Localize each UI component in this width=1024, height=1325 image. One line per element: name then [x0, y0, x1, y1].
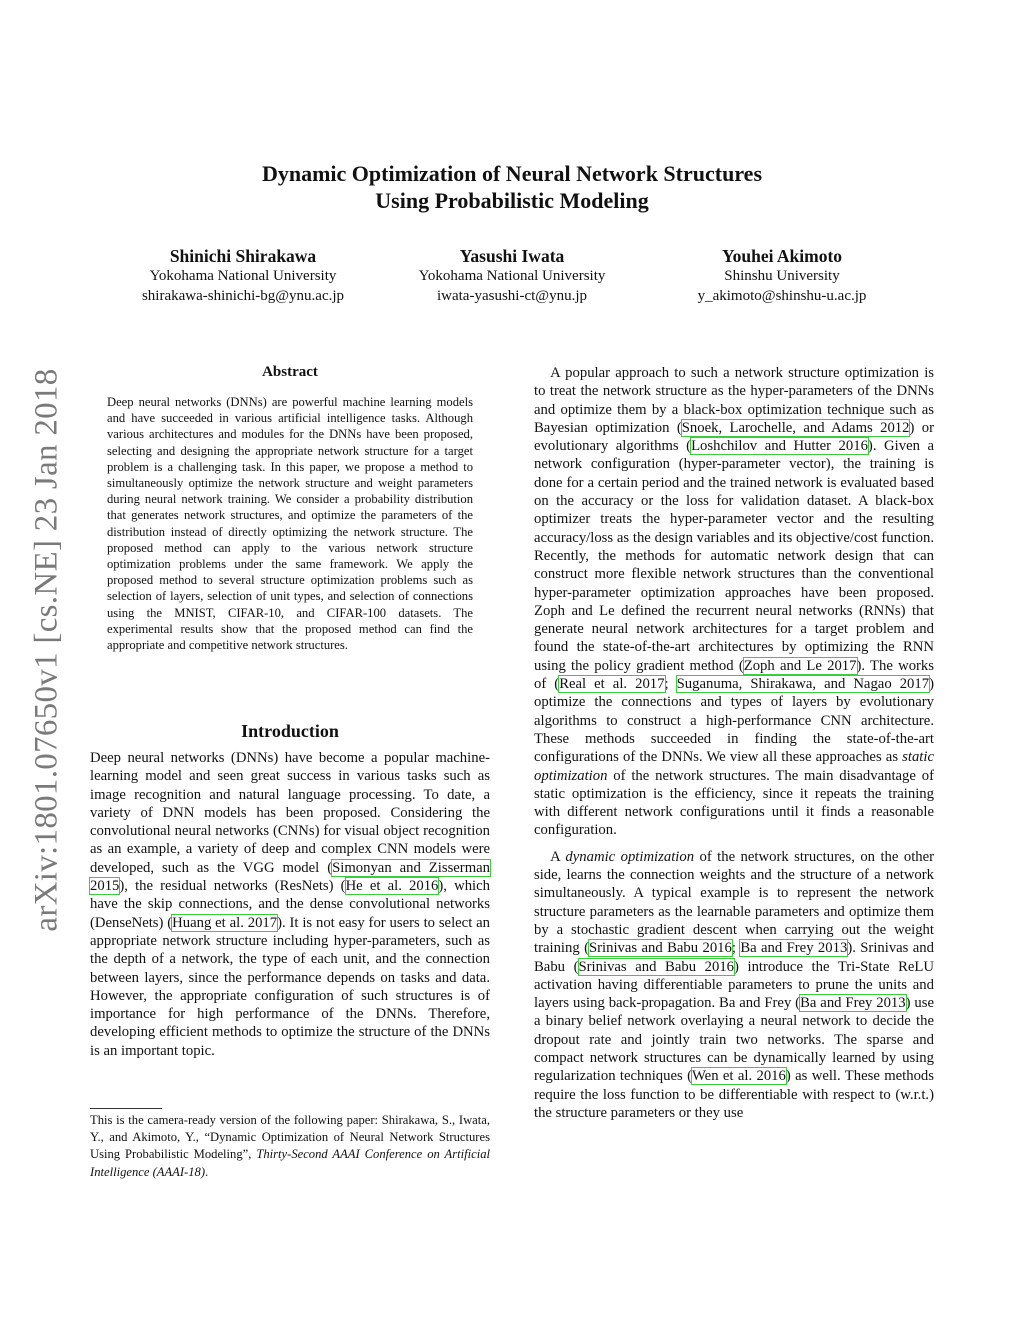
citation-link[interactable]: Real et al. 2017 — [559, 676, 665, 693]
body-text: ) or evolutionary algorithms ( — [534, 419, 934, 455]
author-email: shirakawa-shinichi-bg@ynu.ac.jp — [141, 287, 345, 304]
author-email: y_akimoto@shinshu-u.ac.jp — [697, 287, 867, 304]
paper-title — [0, 160, 1024, 214]
introduction-heading: Introduction — [241, 721, 339, 741]
body-text: A — [550, 848, 566, 865]
citation-link[interactable]: Huang et al. 2017 — [172, 914, 278, 931]
body-text: ). Given a network configuration (hyper-parameter vector), the training is done for a certain period and the trained network is evaluated based on the accuracy or the loss for validation dataset. A black-box optimizer treats the hyper-parameter vector and the resulting accuracy/loss as the design variables and its objective/cost function. Recently, the methods for automatic network design that can construct more flexible network structures than the conventional hyper-parameter optimization approaches have been proposed. Zoph and Le defined the recurrent neural networks (RNNs) that generate neural network architectures for a target problem and found the state-of-the-art architectures by optimizing the RNN using the policy gradient method ( — [534, 438, 935, 674]
body-text: A popular approach to such a network structure optimization is to treat the network structure as the hyper-parameters of the DNNs and optimize them by a black-box optimization technique such as Bayesian optimization ( — [534, 365, 934, 436]
author-block-2 — [390, 245, 634, 306]
body-paragraph — [534, 364, 934, 840]
citation-link[interactable]: Loshchilov and Hutter 2016 — [691, 438, 868, 455]
body-text: ) optimize the connections and types of layers by evolutionary algorithms to construct a high-performance CNN architecture. These methods succeeded in finding the state-of-the-art configurations of the DNNs. We view all these approaches as — [534, 676, 934, 766]
intro-text: Deep neural networks (DNNs) have become a popular machine-learning model and seen great success in various tasks such as image recognition and natural language processing. To date, a variety of DNN models has been proposed. Considering the convolutional neural networks (CNNs) for visual object recognition as an example, a variety of deep and complex CNN models were developed, such as the VGG model ( — [90, 750, 490, 876]
author-block-3 — [652, 245, 912, 306]
footnote — [90, 1112, 490, 1181]
author-affiliation: Shinshu University — [724, 268, 840, 284]
body-text: ). The works of ( — [534, 657, 934, 693]
footnote-text: This is the camera-ready version of the following paper: Shirakawa, S., Iwata, Y., and Akimoto, Y., “Dynamic Optimization of Neural Network Structures Using Probabilistic Modeling”, — [90, 1113, 490, 1162]
author-block-1 — [112, 245, 374, 306]
author-affiliation: Yokohama National University — [149, 268, 337, 284]
body-text: ) as well. These methods require the loss function to be differentiable with respect to (w.r.t.) the structure parameters or they use — [534, 1068, 934, 1121]
footnote-venue: Thirty-Second AAAI Conference on Artificial Intelligence (AAAI-18) — [90, 1147, 490, 1179]
right-column — [534, 364, 934, 1122]
author-name: Shinichi Shirakawa — [169, 246, 317, 266]
arxiv-identifier: arXiv:1801.07650v1 [cs.NE] 23 Jan 2018 — [28, 368, 65, 932]
body-text: ) use a binary belief network overlaying a neural network to decide the dropout rate and jointly train two networks. The sparse and compact network structures can be dynamically learned by using regularization techniques ( — [534, 995, 934, 1085]
body-paragraph — [534, 848, 934, 1122]
emphasis-text: dynamic optimization — [565, 848, 695, 865]
author-email: iwata-yasushi-ct@ynu.jp — [436, 287, 588, 304]
body-text: ; — [664, 676, 677, 693]
citation-link[interactable]: Suganuma, Shirakawa, and Nagao 2017 — [676, 676, 930, 693]
abstract-heading: Abstract — [262, 364, 318, 380]
citation-link[interactable]: He et al. 2016 — [345, 878, 439, 895]
introduction-paragraph — [90, 749, 490, 1060]
citation-link[interactable]: Snoek, Larochelle, and Adams 2012 — [681, 419, 910, 436]
body-text: ). Srinivas and Babu ( — [534, 940, 934, 975]
abstract-text: Deep neural networks (DNNs) are powerful machine learning models and have succeeded in various artificial intelligence tasks. Although various architectures and modules for the DNNs have been proposed, selecting and designing the appropriate network structure for a target problem is a challenging task. In this paper, we propose a method to simultaneously optimize the network structure and weight parameters during neural network training. We consider a probability distribution that generates network structures, and optimize the parameters of the distribution instead of directly optimizing the network structure. The proposed method can apply to the various network structure optimization problems under the same framework. We apply the proposed method to several structure optimization problems such as selection of layers, selection of unit types, and selection of connections using the MNIST, CIFAR-10, and CIFAR-100 datasets. The experimental results show that the proposed method can find the appropriate and competitive network structures. — [107, 395, 473, 653]
citation-link[interactable]: Srinivas and Babu 2016 — [588, 940, 732, 957]
citation-link[interactable]: Wen et al. 2016 — [691, 1068, 786, 1085]
body-text: of the network structures, on the other side, learns the connection weights and the structure of a network simultaneously. A typical example is to represent the network structure parameters as the learnable parameters and optimize them by a stochastic gradient descent when carrying out the weight training ( — [534, 848, 935, 957]
citation-link[interactable]: Simonyan and Zisserman 2015 — [90, 859, 490, 895]
body-text: ; — [731, 940, 741, 957]
body-text: ) introduce the Tri-State ReLU activation having differentiable parameters to prune the units and layers using back-propagation. Ba and Frey ( — [534, 958, 934, 1012]
author-affiliation: Yokohama National University — [418, 268, 606, 284]
citation-link[interactable]: Srinivas and Babu 2016 — [578, 958, 735, 975]
intro-text: ), which have the skip connections, and the dense convolutional networks (DenseNets) ( — [90, 878, 490, 931]
title-line-1: Dynamic Optimization of Neural Network Structures — [261, 161, 763, 186]
title-line-2: Using Probabilistic Modeling — [375, 188, 649, 213]
author-name: Youhei Akimoto — [721, 246, 843, 266]
intro-text: ), the residual networks (ResNets) ( — [119, 878, 346, 895]
body-text: of the network structures. The main disadvantage of static optimization is the efficiency, since it repeats the training with different network configurations until it finds a reasonable configuration. — [534, 767, 934, 839]
emphasis-text: static optimization — [534, 749, 934, 784]
citation-link[interactable]: Ba and Frey 2013 — [740, 940, 848, 957]
author-name: Yasushi Iwata — [459, 246, 565, 266]
footnote-text: . — [205, 1164, 209, 1179]
footnote-divider — [90, 1108, 162, 1109]
citation-link[interactable]: Zoph and Le 2017 — [743, 657, 857, 674]
citation-link[interactable]: Ba and Frey 2013 — [800, 995, 906, 1012]
intro-text: ). It is not easy for users to select an appropriate network structure including hyper-parameters, such as the depth of a network, the type of each unit, and the connection between layers, since the performance depends on tasks and data. However, the appropriate configuration of such structures is of importance for high performance of the DNNs. Therefore, developing efficient methods to optimize the structure of the DNNs is an important topic. — [90, 914, 490, 1059]
